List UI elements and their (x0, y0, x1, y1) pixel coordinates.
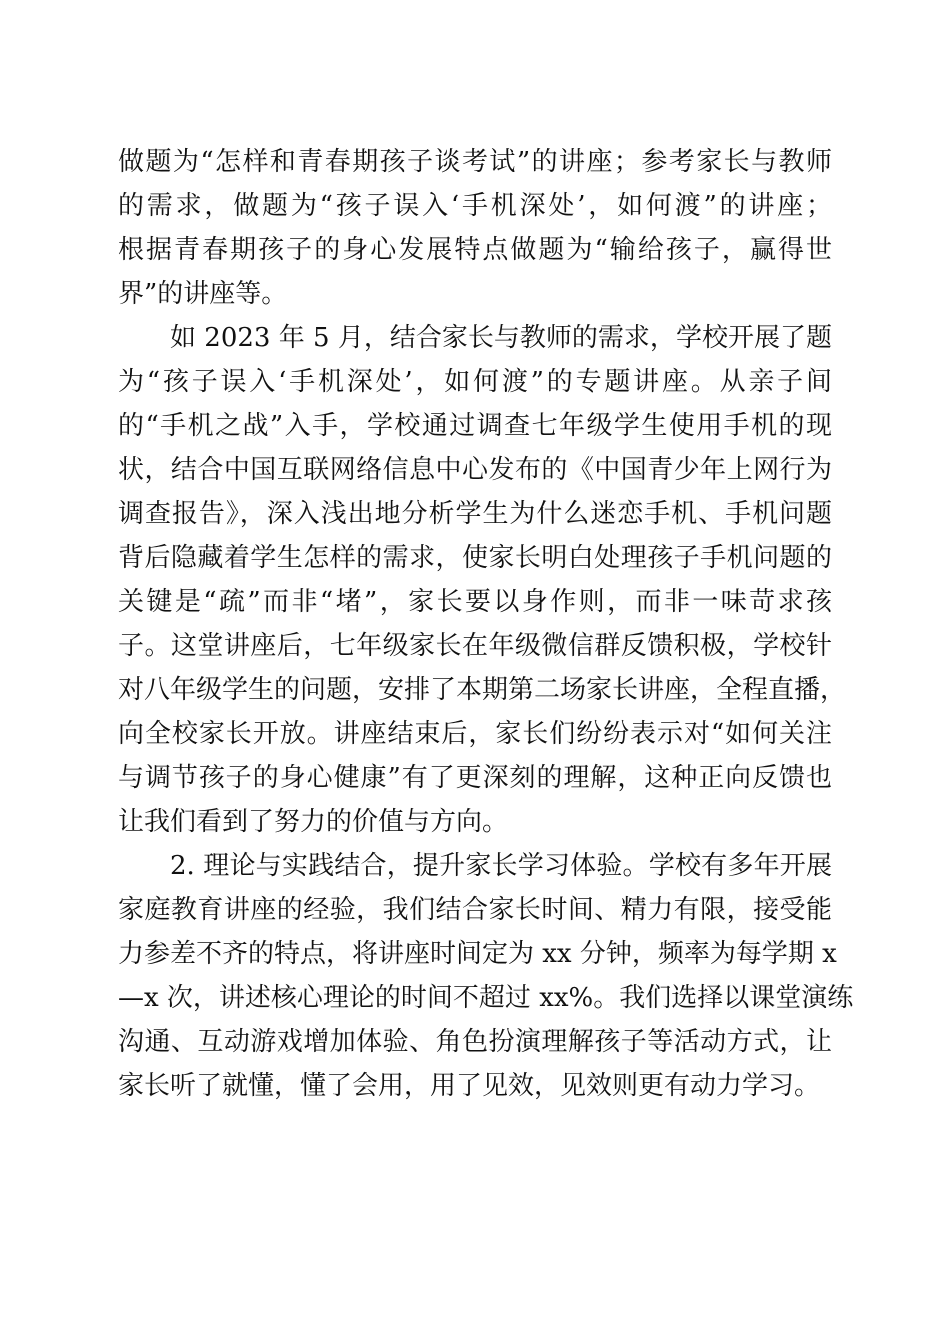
text-line: 沟通、互动游戏增加体验、角色扮演理解孩子等活动方式，让 (118, 1027, 832, 1057)
text-line: 状，结合中国互联网络信息中心发布的《中国青少年上网行为 (118, 455, 832, 485)
text-line: 根据青春期孩子的身心发展特点做题为“输给孩子，赢得世 (118, 235, 832, 265)
text-line: 如 2023 年 5 月，结合家长与教师的需求，学校开展了题 (170, 323, 832, 353)
text-line: 让我们看到了努力的价值与方向。 (118, 807, 509, 837)
paragraph-1 (118, 140, 832, 316)
text-line: 的需求，做题为“孩子误入‘手机深处’，如何渡”的讲座； (118, 191, 832, 221)
paragraph-3 (118, 844, 854, 1108)
text-line: 子。这堂讲座后，七年级家长在年级微信群反馈积极，学校针 (118, 631, 832, 661)
text-line: 向全校家长开放。讲座结束后，家长们纷纷表示对“如何关注 (118, 719, 832, 749)
text-line: 2. 理论与实践结合，提升家长学习体验。学校有多年开展 (170, 851, 832, 881)
text-line: 关键是“疏”而非“堵”，家长要以身作则，而非一味苛求孩 (118, 587, 832, 617)
text-line: 做题为“怎样和青春期孩子谈考试”的讲座；参考家长与教师 (118, 147, 832, 177)
text-line: 力参差不齐的特点，将讲座时间定为 xx 分钟，频率为每学期 x (118, 939, 837, 969)
paragraph-2 (118, 316, 847, 844)
text-line: 家长听了就懂，懂了会用，用了见效，见效则更有动力学习。 (118, 1071, 821, 1101)
document-body (118, 140, 854, 1108)
text-line: 为“孩子误入‘手机深处’，如何渡”的专题讲座。从亲子间 (118, 367, 832, 397)
text-line: 界”的讲座等。 (118, 279, 288, 309)
text-line: 家庭教育讲座的经验，我们结合家长时间、精力有限，接受能 (118, 895, 832, 925)
text-line: 与调节孩子的身心健康”有了更深刻的理解，这种正向反馈也 (118, 763, 832, 793)
text-line: 背后隐藏着学生怎样的需求，使家长明白处理孩子手机问题的 (118, 543, 832, 573)
text-line: 的“手机之战”入手，学校通过调查七年级学生使用手机的现 (118, 411, 832, 441)
text-line: 对八年级学生的问题，安排了本期第二场家长讲座，全程直播， (118, 675, 847, 705)
text-line: —x 次，讲述核心理论的时间不超过 xx%。我们选择以课堂演练 (118, 983, 854, 1013)
text-line: 调查报告》，深入浅出地分析学生为什么迷恋手机、手机问题 (118, 499, 832, 529)
